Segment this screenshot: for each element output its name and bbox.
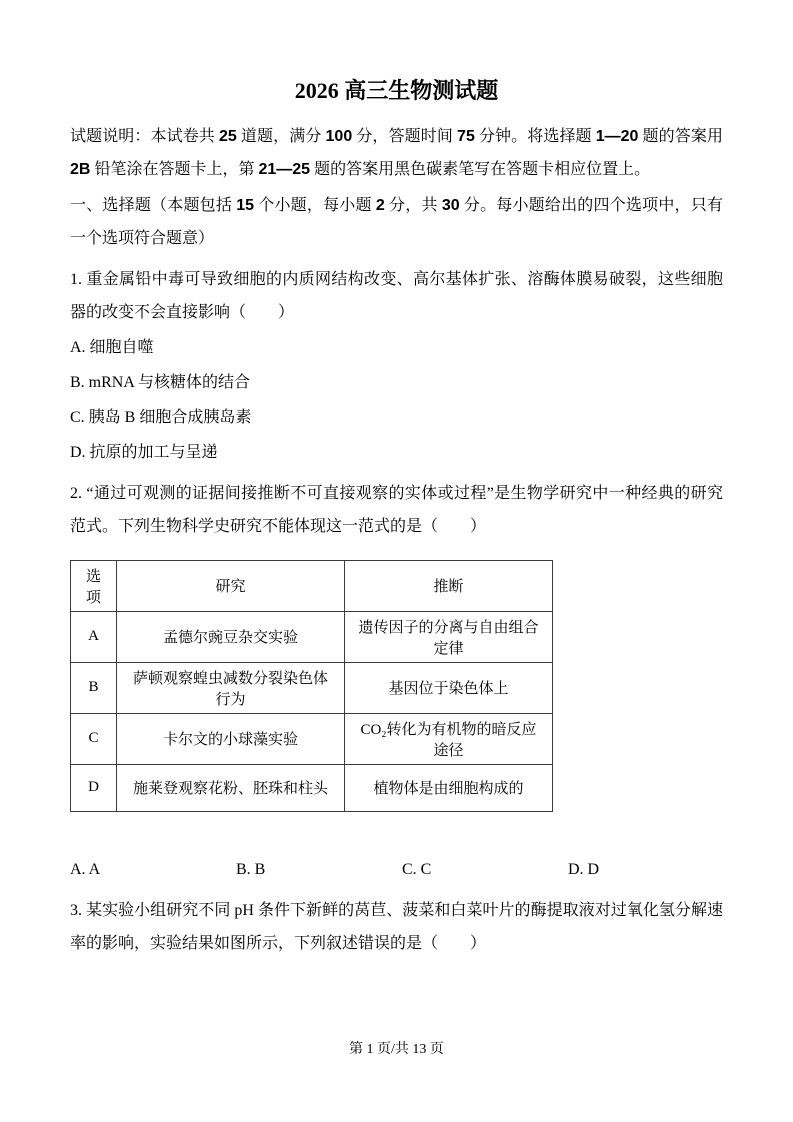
table-cell: 孟德尔豌豆杂交实验	[117, 611, 345, 662]
question-2-answer-b: B. B	[236, 860, 266, 878]
page-title: 2026 高三生物测试题	[294, 78, 499, 103]
question-1	[70, 264, 723, 470]
question-2-answer-choices	[70, 854, 723, 887]
question-1-stem: 1. 重金属铅中毒可导致细胞的内质网结构改变、高尔基体扩张、溶酶体膜易破裂，这些细胞器的改变不会直接影响（ ）	[70, 270, 723, 321]
research-inference-table	[70, 560, 553, 812]
question-2-stem: 2. “通过可观测的证据间接推断不可直接观察的实体或过程”是生物学研究中一种经典的研究范式。下列生物科学史研究不能体现这一范式的是（ ）	[70, 485, 723, 536]
question-2-answer-a: A. A	[70, 860, 101, 878]
table-row	[71, 764, 553, 811]
table-header-inference: 推断	[345, 560, 553, 611]
table-row	[71, 662, 553, 713]
question-3	[70, 895, 723, 961]
table-cell: A	[71, 611, 117, 662]
table-header-row	[71, 560, 553, 611]
table-row	[71, 713, 553, 764]
question-1-option-a: A. 细胞自噬	[70, 338, 154, 356]
table-cell: 植物体是由细胞构成的	[345, 764, 553, 811]
question-1-option-d: D. 抗原的加工与呈递	[70, 444, 218, 462]
table-cell: C	[71, 713, 117, 764]
section-heading: 一、选择题（本题包括 15 个小题，每小题 2 分，共 30 分。每小题给出的四个选项中，只有一个选项符合题意）	[70, 197, 723, 248]
table-cell: B	[71, 662, 117, 713]
question-2-answer-d: D. D	[568, 860, 600, 878]
table-cell: CO₂转化为有机物的暗反应途径	[345, 713, 553, 764]
question-2-answer-c: C. C	[402, 860, 432, 878]
question-3-stem: 3. 某实验小组研究不同 pH 条件下新鲜的莴苣、菠菜和白菜叶片的酶提取液对过氧化氢分解速率的影响，实验结果如图所示，下列叙述错误的是（ ）	[70, 901, 723, 952]
question-2	[70, 478, 723, 886]
table-header-option: 选项	[71, 560, 117, 611]
table-cell: 萨顿观察蝗虫减数分裂染色体行为	[117, 662, 345, 713]
page-footer: 第 1 页/共 13 页	[349, 1042, 444, 1057]
table-cell: D	[71, 764, 117, 811]
question-1-option-b: B. mRNA 与核糖体的结合	[70, 373, 251, 391]
exam-instructions: 试题说明：本试卷共 25 道题，满分 100 分，答题时间 75 分钟。将选择题 1—20 题的答案用2B 铅笔涂在答题卡上，第 21—25 题的答案用黑色碳素笔写在答题卡相应位置上。	[70, 127, 723, 178]
table-cell: 基因位于染色体上	[345, 662, 553, 713]
table-row	[71, 611, 553, 662]
table-header-study: 研究	[117, 560, 345, 611]
table-cell: 施莱登观察花粉、胚珠和柱头	[117, 764, 345, 811]
question-1-option-c: C. 胰岛 B 细胞合成胰岛素	[70, 408, 252, 426]
table-cell: 遗传因子的分离与自由组合定律	[345, 611, 553, 662]
table-cell: 卡尔文的小球藻实验	[117, 713, 345, 764]
